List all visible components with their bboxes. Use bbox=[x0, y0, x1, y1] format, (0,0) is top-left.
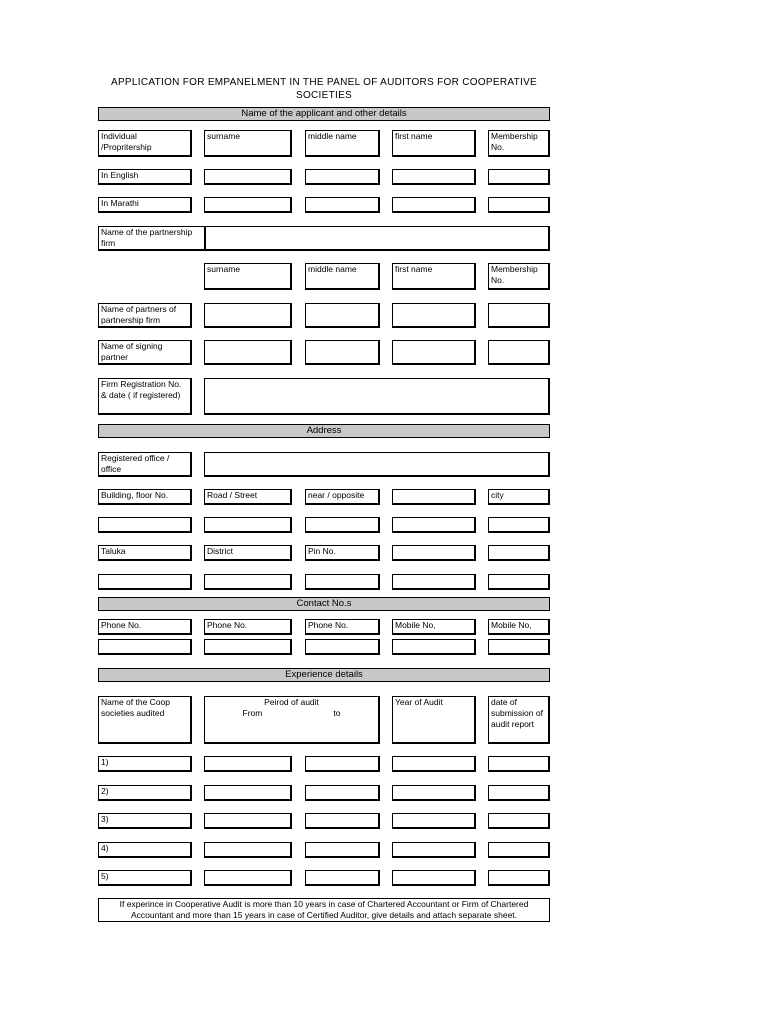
exp-row-2-date[interactable] bbox=[488, 785, 550, 801]
exp-row-1-to[interactable] bbox=[305, 756, 380, 772]
title-line-1: APPLICATION FOR EMPANELMENT IN THE PANEL OF AUDITORS FOR COOPERATIVE bbox=[110, 77, 538, 88]
city-label: city bbox=[488, 489, 550, 505]
exp-row-2-label: 2) bbox=[98, 785, 192, 801]
partner-membership-header: Membership No. bbox=[488, 263, 550, 290]
phone-1-input[interactable] bbox=[98, 639, 192, 655]
english-membership-input[interactable] bbox=[488, 169, 550, 185]
taluka-label: Taluka bbox=[98, 545, 192, 561]
english-first-name-input[interactable] bbox=[392, 169, 476, 185]
firm-registration-label: Firm Registration No. & date ( if registered) bbox=[98, 378, 192, 415]
mobile-2-input[interactable] bbox=[488, 639, 550, 655]
period-from-to bbox=[207, 708, 376, 719]
exp-row-4-label: 4) bbox=[98, 842, 192, 858]
societies-audited-header: Name of the Coop societies audited bbox=[98, 696, 192, 744]
exp-row-5-label: 5) bbox=[98, 870, 192, 886]
exp-row-3-label: 3) bbox=[98, 813, 192, 829]
exp-row-5-to[interactable] bbox=[305, 870, 380, 886]
firm-registration-input[interactable] bbox=[204, 378, 550, 415]
marathi-surname-input[interactable] bbox=[204, 197, 292, 213]
registered-office-input[interactable] bbox=[204, 452, 550, 477]
period-label: Peirod of audit bbox=[264, 697, 319, 707]
signing-surname-input[interactable] bbox=[204, 340, 292, 365]
phone-2-input[interactable] bbox=[204, 639, 292, 655]
exp-row-2-from[interactable] bbox=[204, 785, 292, 801]
membership-no-field[interactable]: Membership No. bbox=[488, 130, 550, 157]
period-to: to bbox=[333, 708, 341, 718]
exp-row-5-from[interactable] bbox=[204, 870, 292, 886]
registered-office-label: Registered office / office bbox=[98, 452, 192, 477]
phone-1-label: Phone No. bbox=[98, 619, 192, 635]
exp-row-3-to[interactable] bbox=[305, 813, 380, 829]
period-from: From bbox=[242, 708, 263, 718]
year-of-audit-header: Year of Audit bbox=[392, 696, 476, 744]
signing-first-name-input[interactable] bbox=[392, 340, 476, 365]
middle-name-field[interactable]: middle name bbox=[305, 130, 380, 157]
road-label: Road / Street bbox=[204, 489, 292, 505]
exp-row-5-date[interactable] bbox=[488, 870, 550, 886]
partner-surname-header: surname bbox=[204, 263, 292, 290]
mobile-1-input[interactable] bbox=[392, 639, 476, 655]
exp-row-1-label: 1) bbox=[98, 756, 192, 772]
form-title bbox=[98, 76, 550, 102]
building-input[interactable] bbox=[98, 517, 192, 533]
marathi-membership-input[interactable] bbox=[488, 197, 550, 213]
mobile-1-label: Mobile No, bbox=[392, 619, 476, 635]
experience-note: If experince in Cooperative Audit is more than 10 years in case of Chartered Accountant or Firm of Chartered Accountant and more than 15 years in case of Certified Auditor, give details and attach separate sheet. bbox=[98, 898, 550, 922]
phone-3-input[interactable] bbox=[305, 639, 380, 655]
in-marathi-label: In Marathi bbox=[98, 197, 192, 213]
firm-name-input[interactable] bbox=[204, 226, 550, 251]
signing-partner-label: Name of signing partner bbox=[98, 340, 192, 365]
in-english-label: In English bbox=[98, 169, 192, 185]
exp-row-3-date[interactable] bbox=[488, 813, 550, 829]
exp-row-3-from[interactable] bbox=[204, 813, 292, 829]
city-input[interactable] bbox=[488, 517, 550, 533]
exp-row-1-from[interactable] bbox=[204, 756, 292, 772]
exp-row-4-date[interactable] bbox=[488, 842, 550, 858]
building-label: Building, floor No. bbox=[98, 489, 192, 505]
exp-row-1-date[interactable] bbox=[488, 756, 550, 772]
section-address: Address bbox=[98, 424, 550, 438]
first-name-field[interactable]: first name bbox=[392, 130, 476, 157]
mobile-2-label: Mobile No, bbox=[488, 619, 550, 635]
phone-3-label: Phone No. bbox=[305, 619, 380, 635]
near-label: near / opposite bbox=[305, 489, 380, 505]
submission-date-header: date of submission of audit report bbox=[488, 696, 550, 744]
district-input[interactable] bbox=[204, 574, 292, 590]
english-surname-input[interactable] bbox=[204, 169, 292, 185]
signing-membership-input[interactable] bbox=[488, 340, 550, 365]
exp-row-4-to[interactable] bbox=[305, 842, 380, 858]
period-of-audit-header bbox=[204, 696, 380, 744]
english-middle-name-input[interactable] bbox=[305, 169, 380, 185]
signing-middle-name-input[interactable] bbox=[305, 340, 380, 365]
marathi-first-name-input[interactable] bbox=[392, 197, 476, 213]
partner-first-name-header: first name bbox=[392, 263, 476, 290]
partners-middle-name-input[interactable] bbox=[305, 303, 380, 328]
district-label: District bbox=[204, 545, 292, 561]
surname-field[interactable]: surname bbox=[204, 130, 292, 157]
address-blank-input-2[interactable] bbox=[392, 574, 476, 590]
address-blank-label-3 bbox=[488, 545, 550, 561]
pin-input[interactable] bbox=[305, 574, 380, 590]
address-blank-label-2 bbox=[392, 545, 476, 561]
exp-row-4-year[interactable] bbox=[392, 842, 476, 858]
exp-row-5-year[interactable] bbox=[392, 870, 476, 886]
pin-label: Pin No. bbox=[305, 545, 380, 561]
exp-row-1-year[interactable] bbox=[392, 756, 476, 772]
partners-membership-input[interactable] bbox=[488, 303, 550, 328]
exp-row-2-year[interactable] bbox=[392, 785, 476, 801]
section-applicant: Name of the applicant and other details bbox=[98, 107, 550, 121]
partners-label: Name of partners of partnership firm bbox=[98, 303, 192, 328]
address-blank-input[interactable] bbox=[392, 517, 476, 533]
individual-label: Individual /Propritership bbox=[98, 130, 192, 157]
section-experience: Experience details bbox=[98, 668, 550, 682]
exp-row-2-to[interactable] bbox=[305, 785, 380, 801]
taluka-input[interactable] bbox=[98, 574, 192, 590]
exp-row-3-year[interactable] bbox=[392, 813, 476, 829]
marathi-middle-name-input[interactable] bbox=[305, 197, 380, 213]
road-input[interactable] bbox=[204, 517, 292, 533]
partners-surname-input[interactable] bbox=[204, 303, 292, 328]
address-blank-label bbox=[392, 489, 476, 505]
exp-row-4-from[interactable] bbox=[204, 842, 292, 858]
section-contact: Contact No.s bbox=[98, 597, 550, 611]
phone-2-label: Phone No. bbox=[204, 619, 292, 635]
firm-name-label: Name of the partnership firm bbox=[98, 226, 206, 251]
near-input[interactable] bbox=[305, 517, 380, 533]
title-line-2: SOCIETIES bbox=[295, 90, 353, 101]
partner-middle-name-header: middle name bbox=[305, 263, 380, 290]
partners-first-name-input[interactable] bbox=[392, 303, 476, 328]
address-blank-input-3[interactable] bbox=[488, 574, 550, 590]
